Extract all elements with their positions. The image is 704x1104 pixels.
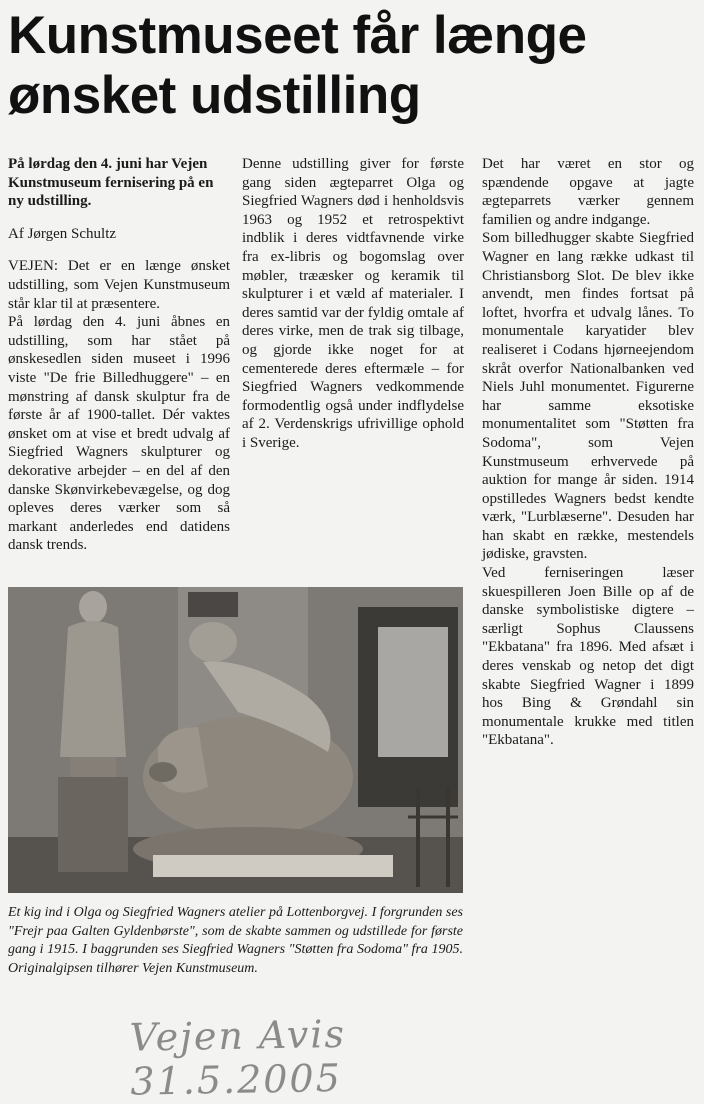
body-paragraph: Denne udstilling giver for første gang siden ægteparret Olga og Siegfried Wagners død i henholdsvis 1963 og 1952 et retrospektivt indblik i deres vidtfavnende virke fra ex-libris og bogomslag over møbler, trææsker og keramik til skulpturer i et væld af materialer. I deres samtid var der fyldig omtale af deres virke, men de trak sig tilbage, og gjorde ikke noget for at cementerede deres eftermæle – for Siegfried Wagners vedkommende formodentlig også under indflydelse af 2. Verdenskrigs ufrivillige ophold i Sverige.	[242, 156, 464, 451]
photo-caption	[8, 904, 463, 979]
article-column-3	[482, 155, 694, 750]
byline: Af Jørgen Schultz	[8, 225, 117, 242]
article-column-1	[8, 155, 230, 555]
sculpture-illustration	[8, 587, 463, 893]
article-column-2	[242, 155, 464, 453]
body-paragraph: Ved ferniseringen læser skuespilleren Joen Bille op af de danske symbolistiske digtere – særligt Sophus Claussens "Ekbatana" fra 1896. Med afsæt i deres venskab og netop det digt skabte Siegfried Wagner i 1899 hos Bing & Grøndahl sin monumentale krukke med titlen "Ekbatana".	[482, 565, 694, 749]
lead-paragraph: På lørdag den 4. juni har Vejen Kunstmuseum fernisering på en ny udstilling.	[8, 156, 214, 210]
body-paragraph: VEJEN: Det er en længe ønsket udstilling, som Vejen Kunstmuseum står klar til at præsentere.	[8, 258, 230, 312]
caption-text: Et kig ind i Olga og Siegfried Wagners atelier på Lottenborgvej. I forgrunden ses "Frejr paa Galten Gyldenbørste", som de skabte sammen og udstillede for første gang i 1915. I baggrunden ses Siegfried Wagners "Støtten fra Sodoma" fra 1905. Originalgipsen tilhører Vejen Kunstmuseum.	[8, 905, 463, 977]
headline: Kunstmuseet får længe ønsket udstilling	[8, 6, 587, 125]
body-paragraph: På lørdag den 4. juni åbnes en udstilling, som har stået på ønskesedlen siden museet i 1996 viste "De frie Billedhuggere" – en mønstring af dansk skulptur fra de første år af 1900-tallet. Dér vaktes ønsket om at vise et bredt udvalg af Siegfried Wagners skulpturer og dekorative arbejder – en del af den danske Skønvirkebevægelse, og dog opleves deres værker som så markant anderledes end datidens dansk trends.	[8, 314, 230, 554]
body-paragraph: Som billedhugger skabte Siegfried Wagner en lang række udkast til Christiansborg Slot. De blev ikke anvendt, men findes fortsat på loftet, hvorfra et udvalg lånes. To monumentale karyatider blev realiseret i Codans hjørneejendom skråt overfor Nationalbanken ved Niels Juhl monumentet. Figurerne har samme eksotiske monumentalitet som "Støtten fra Sodoma", som Vejen Kunstmuseum erhvervede på auktion for mange år siden. 1914 opstilledes Wagners bedst kendte værk, "Lurblæserne". Desuden har han skabt en række, mestendels jødiske, gravsten.	[482, 230, 694, 563]
atelier-photo	[8, 587, 463, 893]
handwritten-source-note: Vejen Avis 31.5.2005	[129, 1011, 347, 1104]
body-paragraph: Det har været en stor og spændende opgave at jagte ægteparrets værker gennem familien og andre indgange.	[482, 156, 694, 228]
